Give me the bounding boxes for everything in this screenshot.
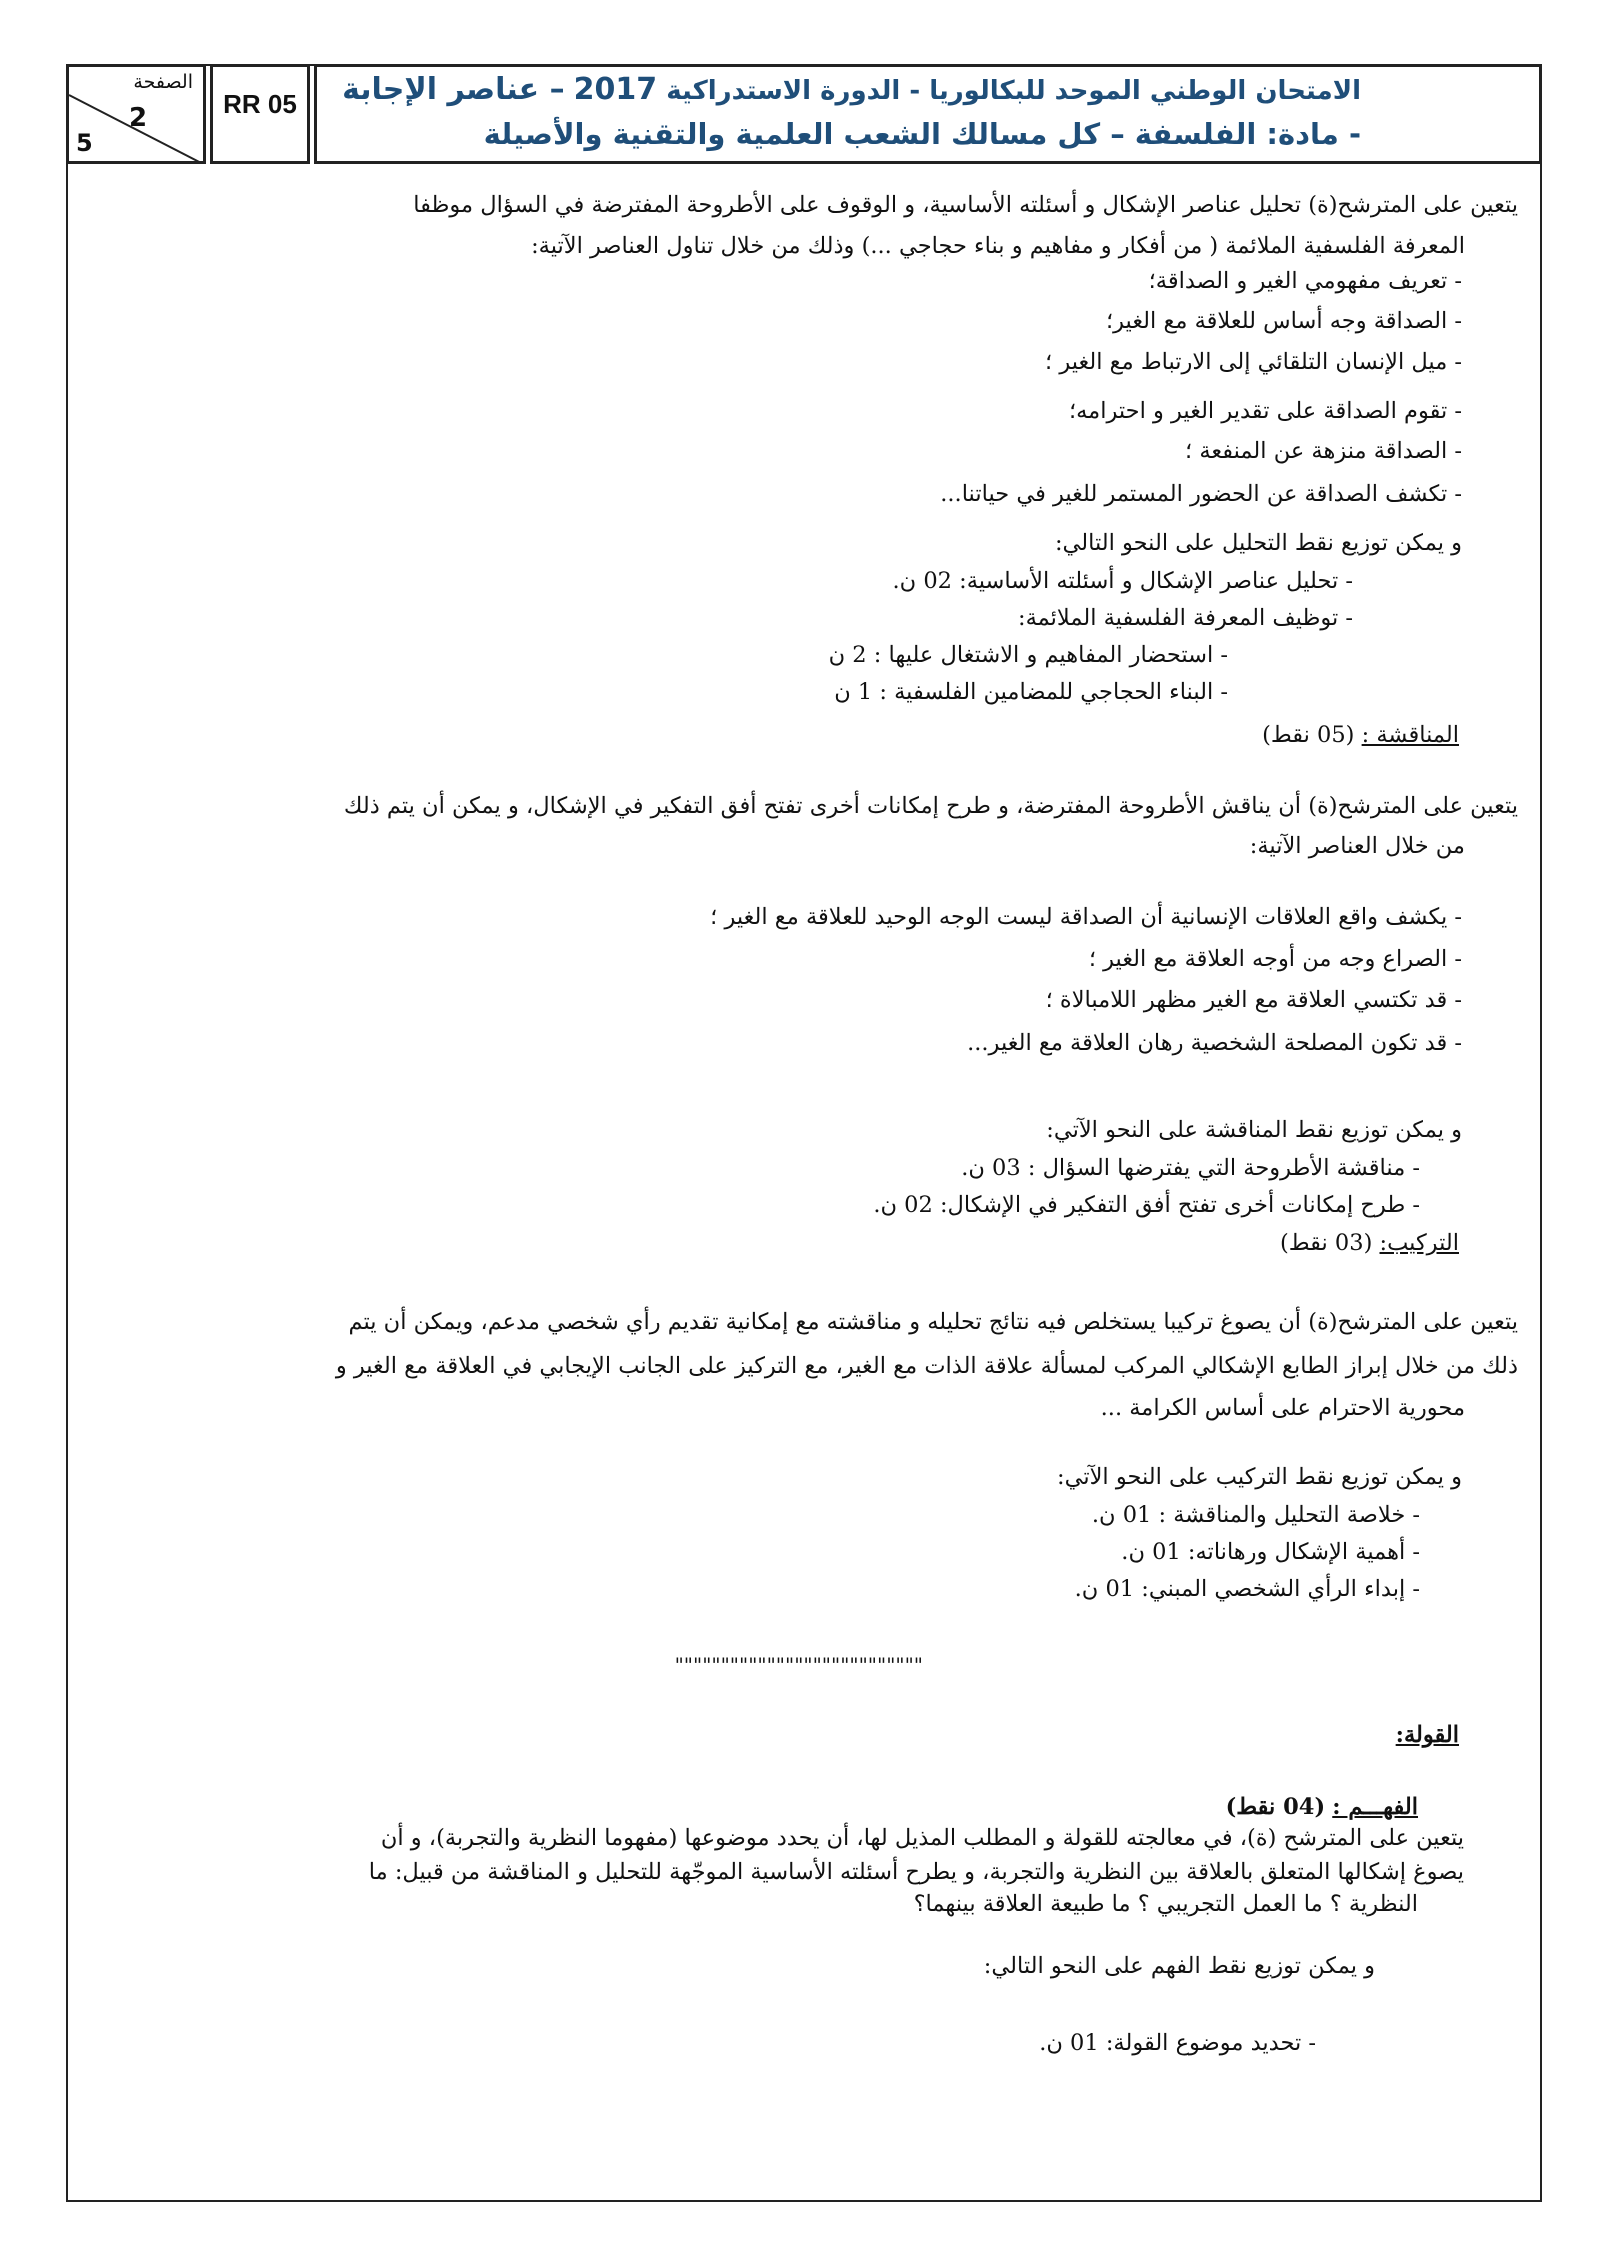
title-box bbox=[314, 64, 1542, 164]
analysis-item: - الصداقة منزهة عن المنفعة ؛ bbox=[1185, 438, 1462, 464]
discussion-item: - الصراع وجه من أوجه العلاقة مع الغير ؛ bbox=[1088, 946, 1462, 972]
discussion-item: - يكشف واقع العلاقات الإنسانية أن الصداقة ليست الوجه الوحيد للعلاقة مع الغير ؛ bbox=[710, 904, 1462, 930]
analysis-item: - ميل الإنسان التلقائي إلى الارتباط مع الغير ؛ bbox=[1045, 349, 1462, 375]
exam-title-line1 bbox=[317, 69, 1361, 112]
page-total: 5 bbox=[76, 129, 93, 157]
synthesis-intro-line2: ذلك من خلال إبراز الطابع الإشكالي المركب لمسألة علاقة الذات مع الغير، مع التركيز على الجانب الإيجابي في العلاقة مع الغير و bbox=[335, 1353, 1518, 1379]
synthesis-distribution-item: - خلاصة التحليل والمناقشة : 01 ن. bbox=[1091, 1502, 1420, 1528]
comprehension-heading-line bbox=[1226, 1792, 1418, 1822]
analysis-distribution-intro: و يمكن توزيع نقط التحليل على النحو التالي: bbox=[1054, 530, 1462, 556]
comprehension-intro-line1: يتعين على المترشح (ة)، في معالجته للقولة و المطلب المذيل لها، أن يحدد موضوعها (مفهوما النظرية والتجربة)، و أن bbox=[380, 1825, 1464, 1851]
discussion-heading: المناقشة : bbox=[1361, 722, 1459, 748]
exam-year: 2017 bbox=[573, 72, 658, 107]
synthesis-points: (03 نقط) bbox=[1279, 1230, 1373, 1256]
synthesis-distribution-item: - إبداء الرأي الشخصي المبني: 01 ن. bbox=[1074, 1576, 1420, 1602]
comprehension-intro-line3: النظرية ؟ ما العمل التجريبي ؟ ما طبيعة العلاقة بينهما؟ bbox=[913, 1891, 1418, 1917]
discussion-item: - قد تكون المصلحة الشخصية رهان العلاقة مع الغير... bbox=[967, 1030, 1462, 1056]
analysis-distribution-item: - توظيف المعرفة الفلسفية الملائمة: bbox=[1018, 605, 1353, 631]
quote-heading: القولة: bbox=[1395, 1722, 1459, 1748]
comprehension-points: (04 نقط) bbox=[1225, 1794, 1326, 1820]
exam-code-box bbox=[210, 64, 310, 164]
analysis-distribution-subitem: - استحضار المفاهيم و الاشتغال عليها : 2 ن bbox=[828, 642, 1228, 668]
discussion-heading-line bbox=[1262, 720, 1459, 750]
synthesis-distribution-intro: و يمكن توزيع نقط التركيب على النحو الآتي: bbox=[1057, 1464, 1462, 1490]
discussion-distribution-intro: و يمكن توزيع نقط المناقشة على النحو الآتي: bbox=[1046, 1117, 1462, 1143]
synthesis-heading-line bbox=[1280, 1228, 1459, 1258]
analysis-intro-line2: المعرفة الفلسفية الملائمة ( من أفكار و مفاهيم و بناء حجاجي ...) وذلك من خلال تناول العناصر الآتية: bbox=[531, 233, 1465, 259]
comprehension-distribution-intro: و يمكن توزيع نقط الفهم على النحو التالي: bbox=[983, 1953, 1375, 1979]
answer-elements-label: – عناصر الإجابة bbox=[342, 72, 565, 107]
synthesis-intro-line1: يتعين على المترشح(ة) أن يصوغ تركيبا يستخلص فيه نتائج تحليله و مناقشته مع إمكانية تقديم رأي شخصي مدعم، ويمكن أن يتم bbox=[348, 1309, 1518, 1335]
exam-title-text: الامتحان الوطني الموحد للبكالوريا - الدورة الاستدراكية bbox=[666, 76, 1361, 106]
comprehension-intro-line2: يصوغ إشكالها المتعلق بالعلاقة بين النظرية والتجربة، و يطرح أسئلته الأساسية الموجّهة للتحليل و المناقشة من قبيل: ما bbox=[368, 1859, 1464, 1885]
analysis-intro-line1: يتعين على المترشح(ة) تحليل عناصر الإشكال و أسئلته الأساسية، و الوقوف على الأطروحة المفترضة في السؤال موظفا bbox=[413, 192, 1518, 218]
comprehension-heading: الفهـــم : bbox=[1332, 1794, 1418, 1820]
analysis-distribution-subitem: - البناء الحجاجي للمضامين الفلسفية : 1 ن bbox=[834, 679, 1228, 705]
exam-code: RR 05 bbox=[223, 89, 297, 119]
discussion-points: (05 نقط) bbox=[1262, 722, 1355, 748]
analysis-distribution-item: - تحليل عناصر الإشكال و أسئلته الأساسية: 02 ن. bbox=[892, 568, 1353, 594]
synthesis-intro-line3: محورية الاحترام على أساس الكرامة ... bbox=[1100, 1395, 1465, 1421]
analysis-item: - تعريف مفهومي الغير و الصداقة؛ bbox=[1148, 268, 1462, 294]
discussion-distribution-item: - مناقشة الأطروحة التي يفترضها السؤال : 03 ن. bbox=[961, 1155, 1420, 1181]
comprehension-distribution-item: - تحديد موضوع القولة: 01 ن. bbox=[1039, 2030, 1316, 2056]
exam-title-line2: - مادة: الفلسفة – كل مسالك الشعب العلمية والتقنية والأصيلة bbox=[483, 117, 1361, 151]
discussion-distribution-item: - طرح إمكانات أخرى تفتح أفق التفكير في الإشكال: 02 ن. bbox=[873, 1192, 1420, 1218]
synthesis-heading: التركيب: bbox=[1379, 1230, 1459, 1256]
separator: """"""""""""""""""""""""""" bbox=[674, 1653, 923, 1677]
analysis-item: - تكشف الصداقة عن الحضور المستمر للغير في حياتنا... bbox=[940, 481, 1462, 507]
analysis-item: - تقوم الصداقة على تقدير الغير و احترامه؛ bbox=[1068, 398, 1462, 424]
discussion-intro-line1: يتعين على المترشح(ة) أن يناقش الأطروحة المفترضة، و طرح إمكانات أخرى تفتح أفق التفكير في الإشكال، و يمكن أن يتم ذلك bbox=[343, 793, 1518, 819]
page-label: الصفحة bbox=[133, 71, 193, 93]
discussion-intro-line2: من خلال العناصر الآتية: bbox=[1249, 833, 1465, 859]
discussion-item: - قد تكتسي العلاقة مع الغير مظهر اللامبالاة ؛ bbox=[1045, 987, 1462, 1013]
page-current: 2 bbox=[129, 103, 148, 133]
page-number-box bbox=[66, 64, 206, 164]
synthesis-distribution-item: - أهمية الإشكال ورهاناته: 01 ن. bbox=[1121, 1539, 1420, 1565]
analysis-item: - الصداقة وجه أساس للعلاقة مع الغير؛ bbox=[1105, 308, 1462, 334]
